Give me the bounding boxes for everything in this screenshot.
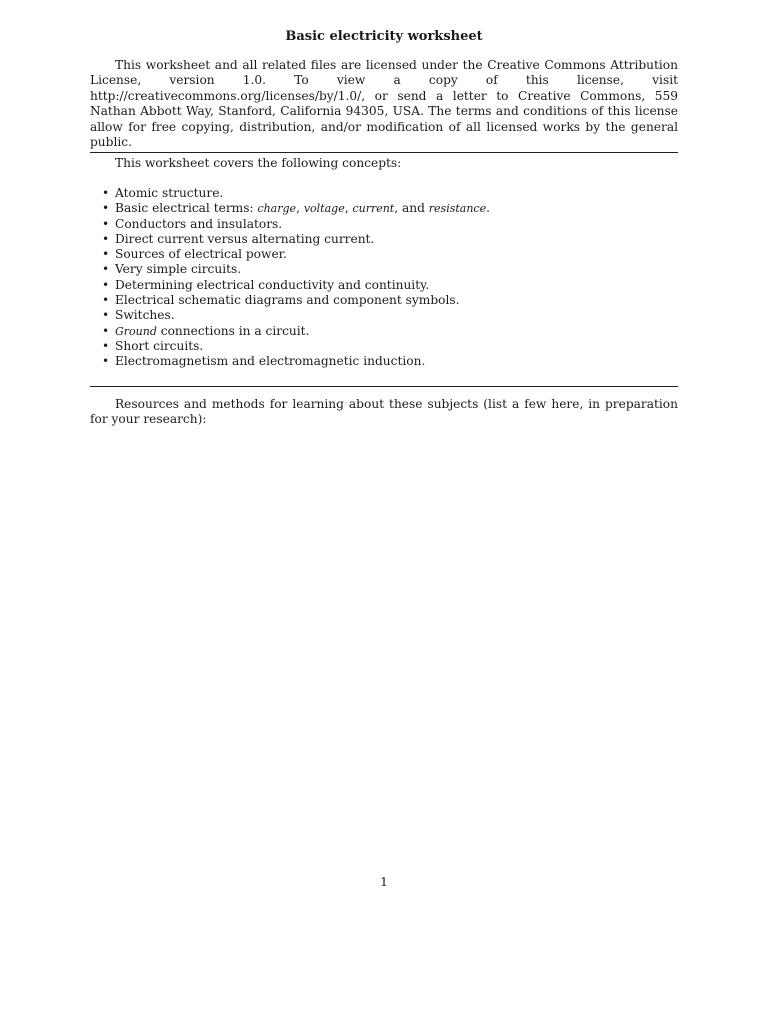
worksheet-page [90, 0, 678, 1024]
worksheet-title: Basic electricity worksheet [285, 29, 483, 44]
concept-text: Conductors and insulators. [115, 216, 283, 231]
bullet-icon: • [102, 354, 110, 369]
concept-text: Sources of electrical power. [115, 247, 288, 262]
concept-short-circuits [90, 339, 678, 354]
concept-text: Short circuits. [115, 338, 204, 353]
term-charge: charge [257, 202, 297, 216]
concept-text: Very simple circuits. [115, 262, 242, 277]
term-resistance: resistance [428, 202, 487, 216]
bullet-icon: • [102, 186, 110, 200]
term-voltage: voltage [303, 202, 345, 216]
bullet-icon: • [102, 293, 110, 308]
bullet-icon: • [102, 338, 110, 353]
concept-text-prefix: Basic electrical terms: [115, 201, 258, 216]
bullet-icon: • [102, 262, 110, 277]
term-suffix: . [486, 201, 490, 216]
term-separator: , and [394, 201, 429, 216]
concept-schematics [90, 293, 678, 308]
bottom-divider [90, 386, 678, 387]
term-ground: Ground [115, 324, 157, 338]
concept-text: Switches. [115, 308, 175, 323]
concept-text: Electromagnetism and electromagnetic induction. [115, 354, 426, 369]
concept-atomic-structure [90, 186, 678, 201]
concept-conductors [90, 217, 678, 232]
bullet-icon: • [102, 308, 110, 323]
concept-text: Direct current versus alternating current. [115, 231, 375, 246]
concept-text: connections in a circuit. [156, 323, 310, 338]
bullet-icon: • [102, 216, 110, 231]
bullet-icon: • [102, 323, 110, 338]
concept-text: Atomic structure. [115, 186, 224, 200]
concept-dc-vs-ac [90, 232, 678, 247]
top-divider [90, 152, 678, 153]
concept-switches [90, 308, 678, 323]
page-number: 1 [380, 875, 388, 889]
term-separator: , [344, 201, 353, 216]
bullet-icon: • [102, 277, 110, 292]
license-paragraph: This worksheet and all related files are licensed under the Creative Commons Attribution License, version 1.0. To view a copy of this license, visit http://creativecommons.org/licenses/by/1.0/, or send a letter to Creative Commons, 559 Nathan Abbott Way, Stanford, California 94305, USA. The terms and conditions of this license allow for free copying, distribution, and/or modification of all licensed works by the general public. [90, 58, 678, 150]
bullet-icon: • [102, 247, 110, 262]
term-current: current [352, 202, 395, 216]
concept-power-sources [90, 247, 678, 262]
concept-basic-terms [90, 201, 678, 216]
concepts-list [90, 186, 678, 370]
bullet-icon: • [102, 201, 110, 216]
resources-paragraph: Resources and methods for learning about these subjects (list a few here, in preparation for your research): [90, 397, 678, 427]
concept-text: Determining electrical conductivity and continuity. [115, 277, 430, 292]
concept-text: Electrical schematic diagrams and component symbols. [115, 293, 460, 308]
bullet-icon: • [102, 231, 110, 246]
concept-ground [90, 324, 678, 339]
concept-conductivity [90, 278, 678, 293]
concept-electromagnetism [90, 354, 678, 369]
term-separator: , [296, 201, 304, 216]
concept-simple-circuits [90, 262, 678, 277]
concepts-intro: This worksheet covers the following concepts: [115, 156, 402, 170]
